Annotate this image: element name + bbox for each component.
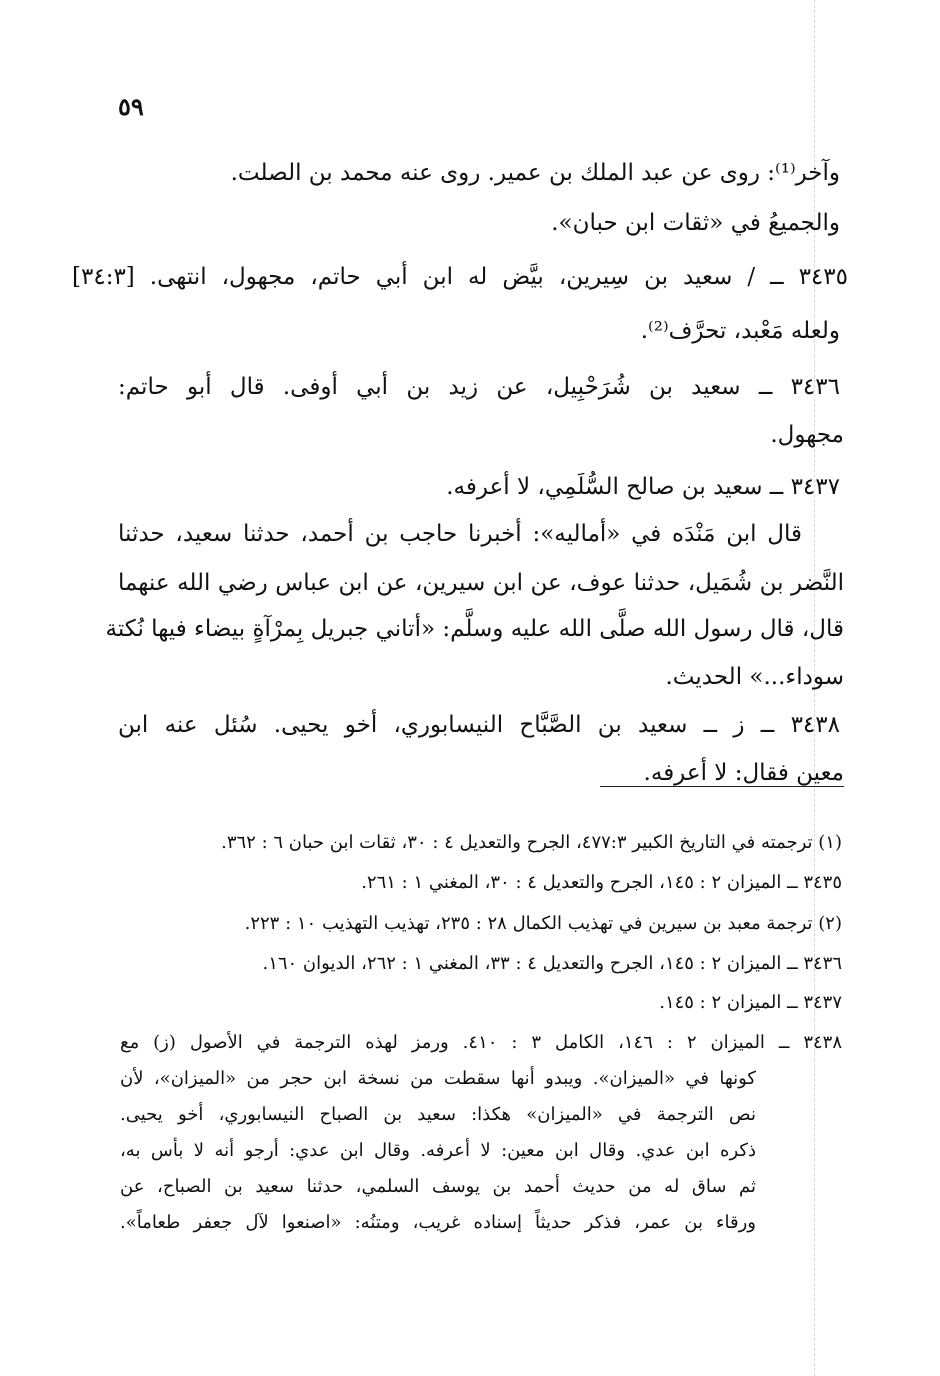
footnote-line: ورقاء بن عمر، فذكر حديثاً إسناده غريب، ومتنُه: «اصنعوا لآل جعفر طعاماً». (120, 1212, 756, 1233)
footnote-line: ٣٤٣٥ ــ الميزان ٢ : ١٤٥، الجرح والتعديل ٤ : ٣٠، المغني ١ : ٢٦١. (361, 872, 842, 893)
body-line: سوداء...» الحديث. (665, 664, 844, 690)
footnote-line: ذكره ابن عدي. وقال ابن معين: لا أعرفه. وقال ابن عدي: أرجو أنه لا بأس به، (120, 1140, 756, 1161)
body-line: ولعله مَعْبد، تحرَّف⁽²⁾. (640, 318, 840, 344)
page-number: ٥٩ (118, 92, 144, 121)
footnote-divider (600, 786, 844, 787)
footnote-line: كونها في «الميزان». ويبدو أنها سقطت من نسخة ابن حجر من «الميزان»، لأن (120, 1068, 756, 1089)
footnote-line: نص الترجمة في «الميزان» هكذا: سعيد بن الصباح النيسابوري، أخو يحيى. (120, 1104, 756, 1125)
footnote-line: (٢) ترجمة معبد بن سيرين في تهذيب الكمال ٢٨ : ٢٣٥، تهذيب التهذيب ١٠ : ٢٢٣. (244, 913, 842, 934)
body-line: قال ابن مَنْدَه في «أماليه»: أخبرنا حاجب بن أحمد، حدثنا سعيد، حدثنا (118, 521, 802, 547)
body-line: والجميعُ في «ثقات ابن حبان». (551, 210, 840, 236)
entry-3437: ٣٤٣٧ ــ سعيد بن صالح السُّلَمِي، لا أعرفه. (446, 474, 840, 500)
footnote-line: ٣٤٣٦ ــ الميزان ٢ : ١٤٥، الجرح والتعديل ٤ : ٣٣، المغني ١ : ٢٦٢، الديوان ١٦٠. (262, 953, 842, 974)
footnote-line: (١) ترجمته في التاريخ الكبير ٤٧٧:٣، الجرح والتعديل ٤ : ٣٠، ثقات ابن حبان ٦ : ٣٦٢. (221, 832, 842, 853)
footnote-line: ٣٤٣٧ ــ الميزان ٢ : ١٤٥. (659, 992, 842, 1013)
body-line: النَّضر بن شُمَيل، حدثنا عوف، عن ابن سيرين، عن ابن عباس رضي الله عنهما (118, 570, 844, 596)
entry-3438: ٣٤٣٨ ــ ز ــ سعيد بن الصَّبَّاح النيسابوري، أخو يحيى. سُئل عنه ابن (118, 712, 840, 738)
entry-3436: ٣٤٣٦ ــ سعيد بن شُرَحْبِيل، عن زيد بن أبي أوفى. قال أبو حاتم: (118, 374, 840, 400)
body-line: معين فقال: لا أعرفه. (643, 760, 844, 786)
footnote-line: ثم ساق له من حديث أحمد بن يوسف السلمي، حدثنا سعيد بن الصباح، عن (120, 1176, 756, 1197)
body-line: قال، قال رسول الله صلَّى الله عليه وسلَّم: «أتاني جبريل بِمرْآةٍ بيضاء فيها نُكتة (105, 616, 844, 642)
entry-3435: ٣٤٣٥ ــ / سعيد بن سِيرين، بيَّض له ابن أبي حاتم، مجهول، انتهى. [٣٤:٣] (72, 264, 848, 290)
footnote-line: ٣٤٣٨ ــ الميزان ٢ : ١٤٦، الكامل ٣ : ٤١٠. ورمز لهذه الترجمة في الأصول (ز) مع (120, 1032, 843, 1053)
body-line: وآخر⁽¹⁾: روى عن عبد الملك بن عمير. روى عنه محمد بن الصلت. (230, 160, 840, 186)
body-line: مجهول. (770, 422, 844, 448)
